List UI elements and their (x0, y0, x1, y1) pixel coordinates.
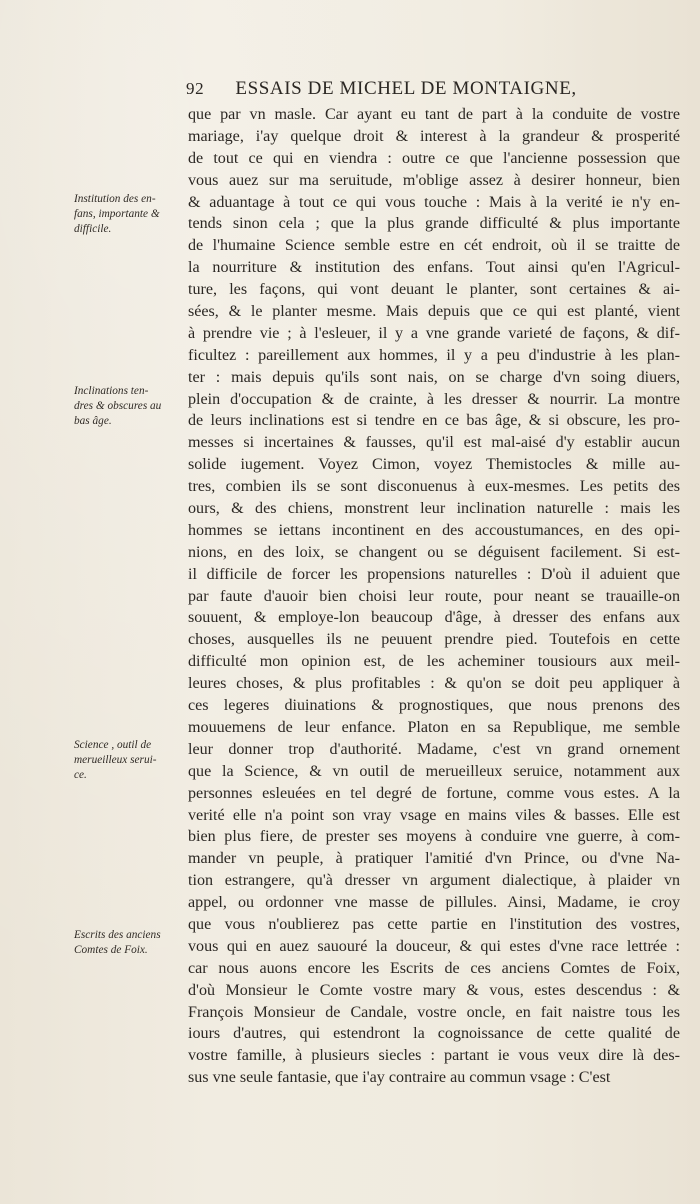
text-line: leures choses, & plus profitables : & qu'on se doit peu appliquer à (188, 675, 680, 693)
marginal-note-line: merueilleux serui- (74, 754, 157, 766)
text-line: tres, combien ils se sont disconuenus à eux-mesmes. Les petits des (188, 478, 680, 496)
text-line: mouuemens de leur enfance. Platon en sa Republique, me semble (188, 718, 680, 736)
text-line: iours d'autres, qui estendront la cognoissance de cette qualité de (188, 1025, 680, 1043)
text-line: ours, & des chiens, monstrent leur inclination naturelle : mais les (188, 500, 680, 518)
text-line: appel, ou ordonner vne masse de pillules. Ainsi, Madame, ie croy (188, 894, 680, 912)
text-line: difficulté mon opinion est, de les acheminer tousiours aux meil- (188, 653, 680, 671)
text-line: tends sinon cela ; que la plus grande difficulté & plus importante (188, 215, 680, 233)
text-line: sées, & le planter mesme. Mais depuis que ce qui est planté, vient (188, 303, 680, 321)
marginal-note-line: Science , outil de (74, 739, 152, 751)
text-line: leur donner trop d'authorité. Madame, c'est vn grand ornement (188, 740, 680, 758)
text-line: mariage, i'ay quelque droit & interest à la grandeur & prosperité (188, 127, 680, 145)
text-line: ces legeres diuinations & prognostiques, que nous prenons des (188, 697, 680, 715)
text-line: nions, en des loix, se changent ou se déguisent facilement. Si est- (188, 543, 680, 561)
text-line: de leurs inclinations est si tendre en ce bas âge, & si obscure, les pro- (188, 412, 680, 430)
page-number: 92 (186, 79, 205, 98)
text-line: plein d'occupation & de crainte, à les dresser & nourrir. La montre (188, 390, 680, 408)
text-line: ficultez : pareillement aux hommes, il y a peu d'industrie à les plan- (188, 346, 680, 364)
marginal-note-line: difficile. (74, 223, 112, 235)
running-header (186, 78, 686, 106)
text-line: ter : mais depuis qu'ils sont nais, on se charge d'vn soing diuers, (188, 368, 680, 386)
text-line: vous qui en auez sauouré la douceur, & qui estes d'vne race lettrée : (188, 937, 680, 955)
text-line: que par vn masle. Car ayant eu tant de part à la conduite de vostre (188, 106, 680, 123)
text-line: que la Science, & vn outil de merueilleux seruice, notamment aux (188, 762, 680, 780)
running-title: ESSAIS DE MICHEL DE MONTAIGNE, (235, 78, 577, 99)
text-line: ture, les façons, qui vont deuant le planter, sont certaines & ai- (188, 281, 680, 299)
text-line: François Monsieur de Candale, vostre oncle, en fait naistre tous les (188, 1003, 680, 1021)
text-line: & aduantage à tout ce qui vous touche : Mais à la verité ie n'y en- (188, 193, 680, 211)
text-line: la nourriture & institution des enfans. Tout ainsi qu'en l'Agricul- (188, 259, 680, 277)
marginal-note-line: Comtes de Foix. (74, 944, 148, 956)
marginal-note-line: ce. (74, 769, 87, 781)
text-line: car nous auons encore les Escrits de ces anciens Comtes de Foix, (188, 959, 680, 977)
text-line: personnes esleuées en tel degré de fortune, comme vous estes. A la (188, 784, 680, 802)
text-line: choses, ausquelles ils ne peuuent prendre pied. Toutefois en cette (188, 631, 680, 649)
text-line: hommes se iettans incontinent en des accoustumances, en des opi- (188, 521, 680, 539)
text-line: à prendre vie ; à l'esleuer, il y a vne grande varieté de façons, & dif- (188, 324, 680, 342)
text-line: messes si incertaines & fausses, qu'il est mal-aisé d'y establir aucun (188, 434, 680, 452)
text-line: vostre famille, à plusieurs siecles : partant ie vous veux dire là des- (188, 1047, 680, 1065)
text-line: verité elle n'a point son vray vsage en mains viles & basses. Elle est (188, 806, 680, 824)
text-line: sus vne seule fantasie, que i'ay contraire au commun vsage : C'est (188, 1069, 611, 1087)
text-line: vous auez sur ma seruitude, m'oblige assez à desirer honneur, bien (188, 171, 680, 189)
marginal-note-line: Inclinations ten- (74, 385, 149, 397)
text-line: d'où Monsieur le Comte vostre mary & vous, estes descendus : & (188, 981, 680, 999)
text-line: mander vn peuple, à pratiquer l'amitié d'vn Prince, ou d'vne Na- (188, 850, 680, 868)
marginal-note-science (74, 738, 186, 783)
marginal-note-line: Institution des en- (74, 193, 156, 205)
text-line: solide iugement. Voyez Cimon, voyez Themistocles & mille au- (188, 456, 680, 474)
text-line: de l'humaine Science semble estre en cét endroit, où il se traitte de (188, 237, 680, 255)
text-line: de tout ce qui en viendra : outre ce que l'ancienne possession que (188, 149, 680, 167)
text-line: souuent, & employe-lon beaucoup d'âge, à dresser des enfans aux (188, 609, 680, 627)
marginal-note-inclinations (74, 384, 186, 429)
text-line: bien plus fiere, de prester ses moyens à conduire vne guerre, à com- (188, 828, 680, 846)
marginal-note-line: fans, importante & (74, 208, 160, 220)
marginal-note-line: dres & obscures au (74, 400, 162, 412)
marginal-note-institution (74, 192, 186, 237)
text-line: il difficile de forcer les propensions naturelles : D'où il aduient que (188, 565, 680, 583)
body-text (188, 104, 680, 1089)
marginal-note-line: bas âge. (74, 415, 112, 427)
marginal-note-line: Escrits des anciens (74, 929, 161, 941)
text-line: tion estrangere, qu'à dresser vn argument dialectique, à plaider vn (188, 872, 680, 890)
text-line: que vous n'oublierez pas cette partie en l'institution des vostres, (188, 915, 680, 933)
marginal-note-escrits (74, 928, 186, 958)
text-line: par faute d'auoir bien choisi leur route, pour neant se trauaille-on (188, 587, 680, 605)
